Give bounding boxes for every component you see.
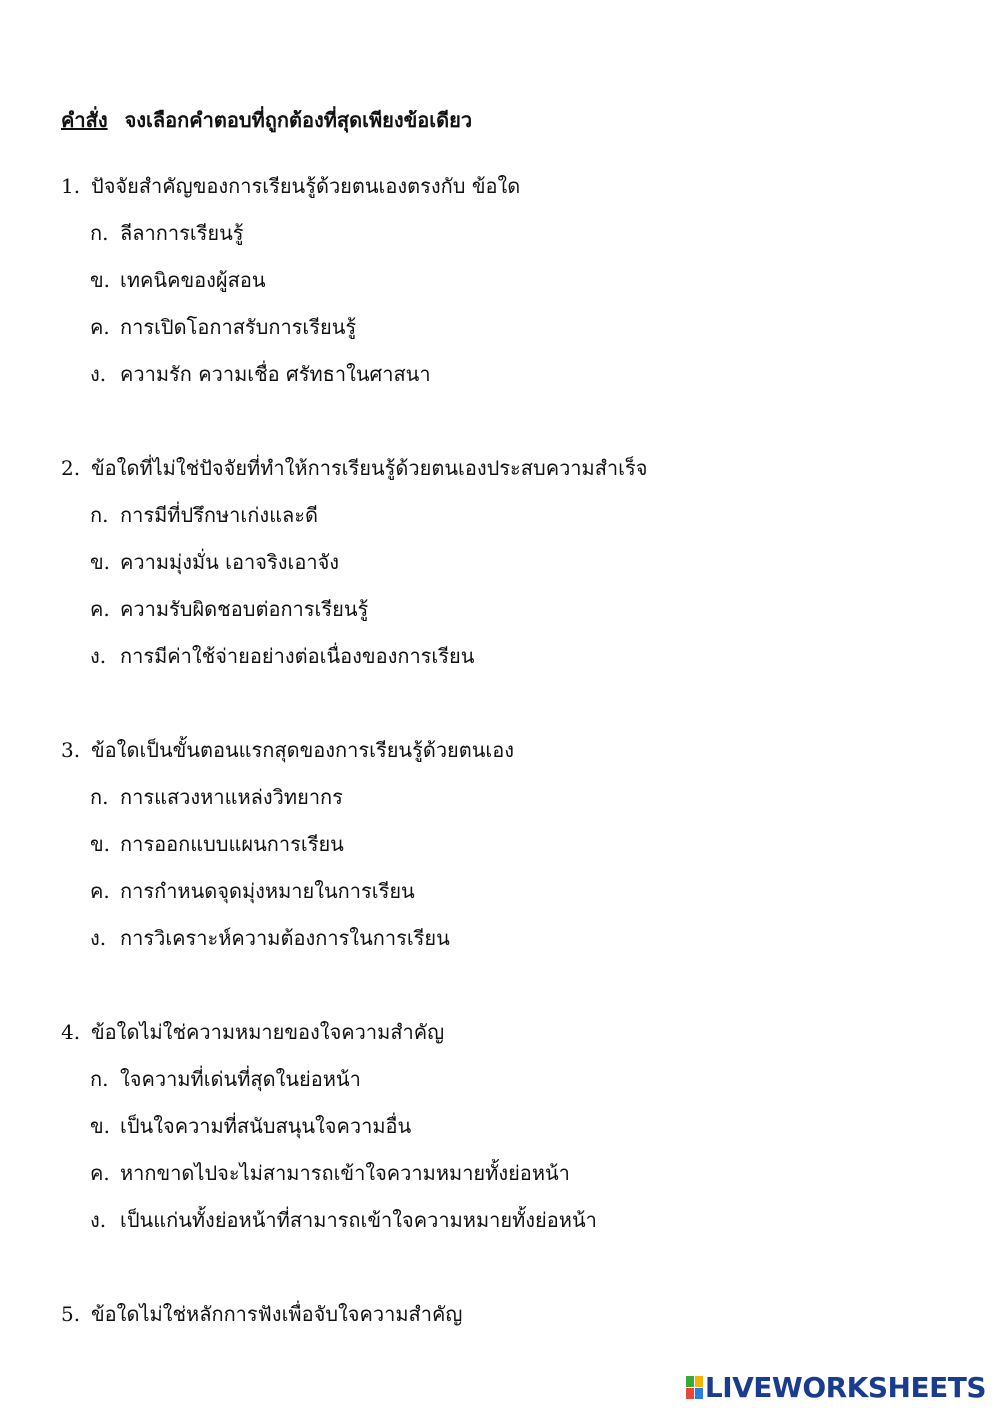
choice-3-a[interactable] (90, 781, 343, 813)
liveworksheets-logo (686, 1372, 986, 1402)
choice-text: ความรัก ความเชื่อ ศรัทธาในศาสนา (120, 362, 431, 386)
question-text: ข้อใดเป็นขั้นตอนแรกสุดของการเรียนรู้ด้วยตนเอง (91, 738, 515, 762)
choice-4-b[interactable] (90, 1110, 411, 1142)
question-number: 1. (61, 174, 81, 198)
question-3 (61, 734, 514, 766)
choice-letter: ง. (90, 362, 107, 386)
choice-text: การแสวงหาแหล่งวิทยากร (120, 785, 343, 809)
question-number: 4. (61, 1020, 81, 1044)
choice-letter: ก. (90, 785, 109, 809)
logo-square (695, 1388, 703, 1399)
question-text: ข้อใดที่ไม่ใช่ปัจจัยที่ทำให้การเรียนรู้ด้วยตนเองประสบความสำเร็จ (91, 456, 648, 480)
instruction (61, 104, 472, 136)
question-4 (61, 1016, 444, 1048)
choice-3-b[interactable] (90, 828, 344, 860)
logo-square (695, 1376, 703, 1387)
choice-text: หากขาดไปจะไม่สามารถเข้าใจความหมายทั้งย่อหน้า (120, 1161, 570, 1185)
choice-letter: ค. (90, 597, 110, 621)
choice-2-d[interactable] (90, 640, 474, 672)
choice-text: เทคนิคของผู้สอน (120, 268, 266, 292)
choice-3-d[interactable] (90, 922, 450, 954)
choice-text: การกำหนดจุดมุ่งหมายในการเรียน (120, 879, 415, 903)
question-number: 5. (61, 1302, 81, 1326)
question-text: ปัจจัยสำคัญของการเรียนรู้ด้วยตนเองตรงกับ ข้อใด (91, 174, 521, 198)
question-number: 2. (61, 456, 81, 480)
question-text: ข้อใดไม่ใช่ความหมายของใจความสำคัญ (91, 1020, 445, 1044)
choice-1-a[interactable] (90, 217, 244, 249)
choice-text: ความรับผิดชอบต่อการเรียนรู้ (120, 597, 369, 621)
question-2 (61, 452, 647, 484)
choice-letter: ง. (90, 926, 107, 950)
choice-letter: ง. (90, 1208, 107, 1232)
question-number: 3. (61, 738, 81, 762)
choice-3-c[interactable] (90, 875, 415, 907)
choice-1-d[interactable] (90, 358, 431, 390)
choice-text: ใจความที่เด่นที่สุดในย่อหน้า (120, 1067, 361, 1091)
logo-text: LIVEWORKSHEETS (704, 1370, 986, 1404)
choice-letter: ข. (90, 1114, 111, 1138)
choice-letter: ข. (90, 268, 111, 292)
choice-text: การมีค่าใช้จ่ายอย่างต่อเนื่องของการเรียน (120, 644, 475, 668)
choice-text: การมีที่ปรึกษาเก่งและดี (120, 503, 318, 527)
choice-letter: ค. (90, 879, 110, 903)
choice-2-a[interactable] (90, 499, 318, 531)
choice-letter: ข. (90, 550, 111, 574)
choice-letter: ข. (90, 832, 111, 856)
logo-square (686, 1376, 694, 1387)
choice-letter: ก. (90, 503, 109, 527)
choice-4-d[interactable] (90, 1204, 597, 1236)
choice-1-b[interactable] (90, 264, 266, 296)
choice-2-c[interactable] (90, 593, 368, 625)
choice-letter: ก. (90, 1067, 109, 1091)
logo-square (686, 1388, 694, 1399)
choice-4-c[interactable] (90, 1157, 570, 1189)
instruction-label: คำสั่ง (61, 108, 108, 132)
choice-letter: ค. (90, 315, 110, 339)
choice-letter: ค. (90, 1161, 110, 1185)
question-1 (61, 170, 520, 202)
choice-letter: ง. (90, 644, 107, 668)
choice-text: การออกแบบแผนการเรียน (120, 832, 344, 856)
liveworksheets-logo-icon (686, 1376, 702, 1398)
choice-text: เป็นแก่นทั้งย่อหน้าที่สามารถเข้าใจความหมายทั้งย่อหน้า (120, 1208, 597, 1232)
choice-letter: ก. (90, 221, 109, 245)
question-text: ข้อใดไม่ใช่หลักการฟังเพื่อจับใจความสำคัญ (91, 1302, 463, 1326)
instruction-text: จงเลือกคำตอบที่ถูกต้องที่สุดเพียงข้อเดียว (124, 108, 473, 132)
choice-text: การวิเคราะห์ความต้องการในการเรียน (120, 926, 450, 950)
choice-text: เป็นใจความที่สนับสนุนใจความอื่น (120, 1114, 412, 1138)
choice-1-c[interactable] (90, 311, 356, 343)
choice-text: ความมุ่งมั่น เอาจริงเอาจัง (120, 550, 340, 574)
choice-4-a[interactable] (90, 1063, 361, 1095)
choice-2-b[interactable] (90, 546, 339, 578)
question-5 (61, 1298, 462, 1330)
choice-text: ลีลาการเรียนรู้ (120, 221, 244, 245)
choice-text: การเปิดโอกาสรับการเรียนรู้ (120, 315, 357, 339)
